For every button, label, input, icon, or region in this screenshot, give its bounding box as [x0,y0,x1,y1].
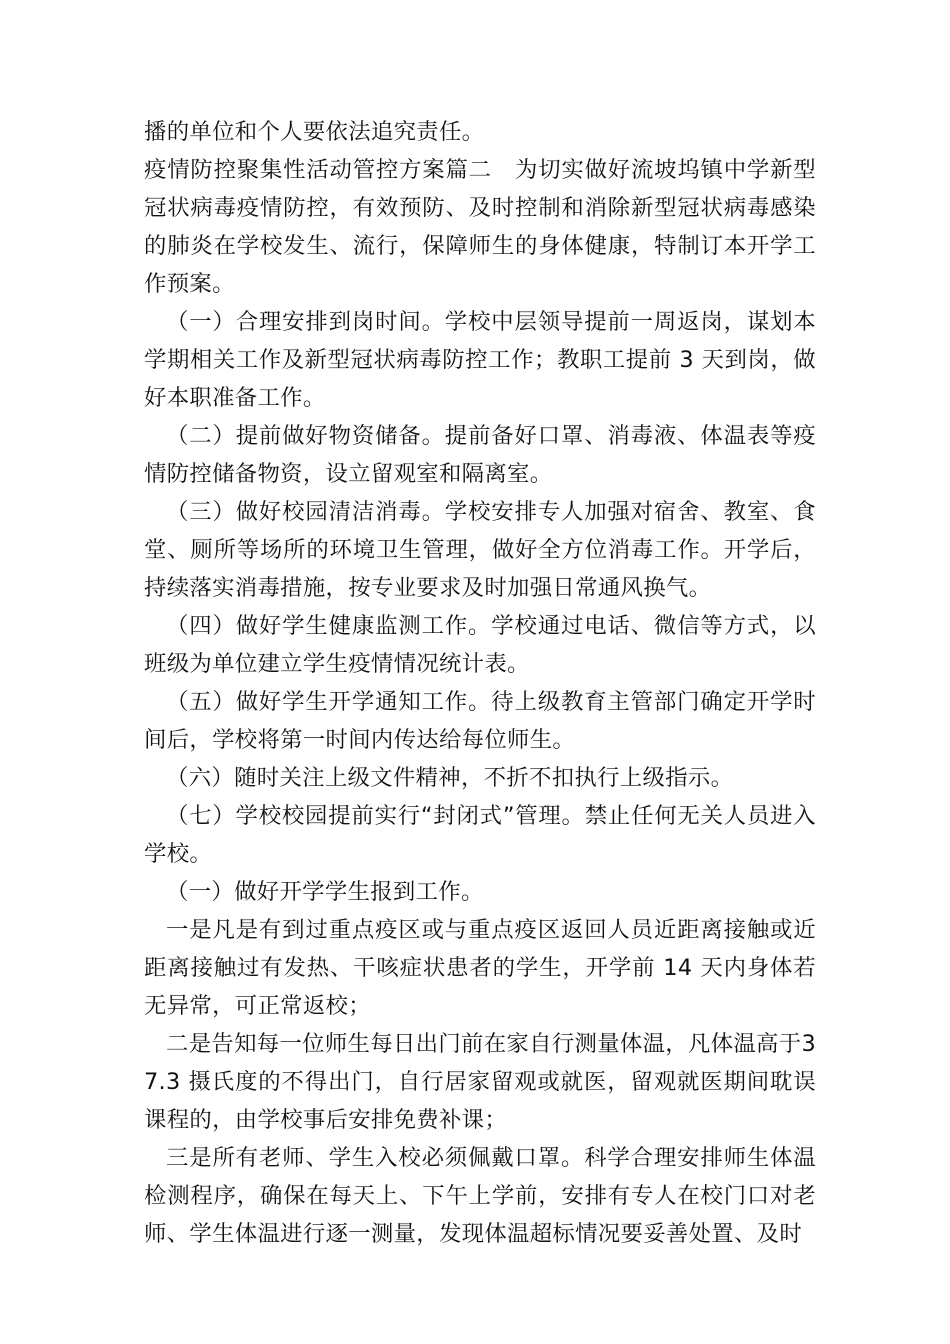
document-body [144,113,816,1253]
paragraph: 疫情防控聚集性活动管控方案篇二 为切实做好流坡坞镇中学新型冠状病毒疫情防控，有效预防、及时控制和消除新型冠状病毒感染的肺炎在学校发生、流行，保障师生的身体健康，特制订本开学工作预案。 [144,157,816,297]
paragraph: （一）合理安排到岗时间。学校中层领导提前一周返岗，谋划本学期相关工作及新型冠状病毒防控工作；教职工提前 3 天到岗，做好本职准备工作。 [144,309,816,411]
paragraph: （七）学校校园提前实行“封闭式”管理。禁止任何无关人员进入学校。 [144,803,816,867]
paragraph: 播的单位和个人要依法追究责任。 [144,119,485,145]
paragraph: 三是所有老师、学生入校必须佩戴口罩。科学合理安排师生体温检测程序，确保在每天上、下午上学前，安排有专人在校门口对老师、学生体温进行逐一测量，发现体温超标情况要妥善处置、及时 [144,1145,816,1247]
paragraph: （四）做好学生健康监测工作。学校通过电话、微信等方式，以班级为单位建立学生疫情情况统计表。 [144,613,816,677]
paragraph: 二是告知每一位师生每日出门前在家自行测量体温，凡体温高于37.3 摄氏度的不得出门，自行居家留观或就医，留观就医期间耽误课程的，由学校事后安排免费补课； [144,1031,816,1133]
paragraph: （三）做好校园清洁消毒。学校安排专人加强对宿舍、教室、食堂、厕所等场所的环境卫生管理，做好全方位消毒工作。开学后，持续落实消毒措施，按专业要求及时加强日常通风换气。 [144,499,816,601]
paragraph: （五）做好学生开学通知工作。待上级教育主管部门确定开学时间后，学校将第一时间内传达给每位师生。 [144,689,816,753]
paragraph: 一是凡是有到过重点疫区或与重点疫区返回人员近距离接触或近距离接触过有发热、干咳症状患者的学生，开学前 14 天内身体若无异常，可正常返校； [144,917,816,1019]
paragraph: （一）做好开学学生报到工作。 [166,879,484,905]
paragraph: （二）提前做好物资储备。提前备好口罩、消毒液、体温表等疫情防控储备物资，设立留观室和隔离室。 [144,423,816,487]
paragraph: （六）随时关注上级文件精神，不折不扣执行上级指示。 [166,765,734,791]
